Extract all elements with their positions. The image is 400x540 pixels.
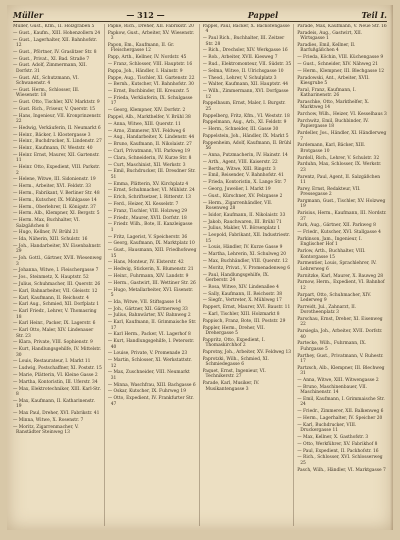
directory-entry: Pappritz, Otto, Expedient, I. Thomaskirchhof 2 (202, 337, 265, 349)
directory-entry: — Georg, Kaufmann, IX. Marktplatz 10 (107, 241, 195, 247)
directory-entry: Paquet, Ernst, Ingenieur, VI. Technikerstr. 27 (202, 368, 266, 380)
directory-page (7, 5, 393, 530)
directory-entry: — Gust. Alf., Schutzmann, VI. Schwanenstr. 4 (13, 75, 79, 86)
directory-entry: — Anna, Putzmacherin, IV. Hainstr. 14 (202, 152, 288, 158)
directory-entry: — Rich., Drechsler, XIV. Werkgasse 16 (202, 48, 288, 54)
directory-entry: Paral, Franz, Kaufmann, I. Katharinenstr. 26 (297, 87, 356, 99)
directory-entry: — Georg, Klempner, XIV. Dorfstr. 2 (107, 108, 186, 114)
directory-entry: — Max, Buchhändler, VIII. Querstr. 12 (202, 258, 288, 264)
directory-entry: — Herm., Oberlehrer, II. Königstr. 37 (13, 204, 96, 210)
directory-entry: — Fritz, Lagerist, V. Speicherstr. 36 (107, 234, 188, 240)
directory-entry: — Hedwig, Stickerin, X. Blumenstr. 21 (107, 267, 194, 273)
directory-entry: Parmentier, Louis, Sprachlehrer, IV. Lehrerweg 6 (297, 261, 377, 272)
directory-entry: — Ernst, Buchbinder, III. Kreuzstr. 5 (107, 89, 190, 95)
directory-entry: — Clara, Schneiderin, IV. Kurze Str. 8 (107, 155, 192, 161)
directory-entry: — Bernh., Kutscher, VI. Bahnhofstr. 30 (107, 82, 194, 88)
directory-entry: — Friedr. Wilh., Bote, II. Kanzleigasse 1 (107, 222, 193, 233)
directory-entry: — Bruno, Maschinenbauer, VII. Maschinenstr. 14 (297, 384, 368, 396)
directory-entry: — Franz, Schlosser, VIII. Hauptstr. 16 (107, 62, 193, 67)
directory-entry: Pappelmann, Aug., Arb., XI. Feldstr. 9 (202, 120, 287, 126)
directory-entry: — Hans, Monteur, IV. Elsterstr. 42 (107, 260, 184, 266)
directory-entry: Parlow, Arth., Buchhalter, VIII. Kontorgasse 15 (297, 249, 366, 260)
directory-entry: Pappel, Paul, Bäcker, X. Backofengasse 4 (202, 24, 290, 35)
directory-entry: — Max, Elektrotechniker, XIII. Karl-Str. 8 (13, 386, 101, 397)
directory-entry: — Herm., Lagerhalter, IV. Speicher 20 (297, 416, 383, 422)
directory-entry: — Julius, Makler, VI. Börsenplatz 1 (202, 226, 281, 232)
directory-entry: Parade, Max, Kaufmann, V. Neue Str. 16 (297, 24, 387, 29)
directory-entry: — Rich., Schlosser, XVI. Schlosserweg 25 (297, 455, 383, 466)
directory-entry: — Ernst, Schuhmacher, VI. Mühlstr. 24 (107, 188, 195, 194)
page-header (13, 8, 387, 22)
directory-entry: Pappelbaum, Ernst, Maler, I. Burgstr. 25 (202, 101, 286, 112)
directory-entry: — Moritz, Privat., V. Promenadenweg 6 (202, 265, 290, 271)
directory-entry: — Emil, Kaufmann, I. Grimmaische Str. 24 (297, 397, 385, 408)
directory-entry: — Emma, Plätterin, XV. Kirchplatz 4 (107, 181, 189, 187)
directory-entry: — Karl Otto, Maler, XIV. Lindenauer Str. 23 (13, 328, 94, 339)
directory-entry: Parade, Karl, Musiker, IV. Musikantengasse 3 (202, 381, 260, 392)
directory-entry: Parsiegla, Joh., Arbeiter, XVII. Dorfstr. 40 (297, 329, 383, 340)
directory-entry: — Hans, Ingenieur, VII. Kronprinzenstr. 22 (13, 113, 102, 124)
directory-entry: — Hugo, Metallarbeiter, XVI. Eisenstr. 5 (107, 287, 194, 298)
directory-entry: Parey, Ernst, Redakteur, VII. Pressegasse 2 (297, 186, 361, 198)
directory-entry: — Louis, Händler, IV. Kurze Gasse 9 (202, 245, 283, 251)
directory-entry: — Martha, Lehrerin, XI. Schulweg 20 (202, 252, 286, 258)
directory-entry: — Jakob, Rauchwaren, III. Brühl 71 (202, 219, 282, 225)
directory-entry: — Gust. Rich., Friseur, V. Querstr. 15 (13, 106, 96, 112)
directory-entry: Pappel, Alb., Markthelfer, V. Brühl 38 (107, 114, 191, 120)
directory-entry: Parchow, Wilh., Heizer, VI. Kesselhaus 3 (297, 112, 387, 118)
directory-entry: Pasch, Wilh., Händler, VI. Marktgasse 7 (297, 467, 386, 473)
directory-entry: — Otto, Werkführer, XV. Fabrikhof 8 (297, 441, 378, 447)
directory-entry: Pappelstein, Joh., Händler, IX. Markt 5 (202, 133, 289, 139)
directory-entry: Paradies, Emil, Kellner, II. Barfußgäßchen 4 (297, 43, 356, 54)
directory-entry: — Theod., Lehrer, V. Schulplatz 3 (202, 75, 277, 81)
directory-entry: Parkinson, Jam., Ingenieur, I. Englischer Hof 1 (297, 237, 363, 248)
directory-entry: — Carl, Privatmann, VII. Parkweg 19 (107, 148, 191, 154)
directory-entry: Parisius, Herm., Kaufmann, III. Nordstr. 37 (297, 211, 387, 222)
directory-entry: — Sally, Kaufmann, II. Reichsstr. 38 (202, 291, 283, 297)
directory-entry: Papke, Rich., Dreher, XII. Fabrikstr. 20 (107, 24, 194, 29)
directory-entry: — Moritz, Zigarrenmacher, V. Ranstädter Steinweg 13 (13, 424, 79, 435)
directory-entry: Parduhn, Max, Schlosser, IX. Werkstr. 23 (297, 162, 382, 173)
directory-entry: — Oskar, Kutscher, IX. Fuhrweg 19 (107, 389, 186, 395)
directory-entry: — Hedwig, Verkäuferin, II. Neumarkt 6 (13, 125, 101, 131)
directory-entry: — Klara, Private, VIII. Sophienstr. 9 (13, 340, 93, 346)
directory-entry: — Joh., Handarbeiter, XV. Eisenbahnstr. 29 (13, 243, 102, 255)
directory-entry: — Max Paul, Dreher, XVI. Fabrikstr. 41 (13, 410, 100, 416)
header-part: Teil I. (361, 9, 387, 20)
directory-entry: — Herm., Fabrikant, V. Berliner Str. 48 (13, 190, 100, 196)
directory-entry: Parreidt, Jul., Zahnarzt, II. Dorotheenplatz 3 (297, 304, 357, 316)
directory-entry: — Emil, Buchdrucker, III. Dresdner Str. 51 (107, 169, 196, 180)
directory-entry: — Karl, Buchdrucker, VIII. Druckergasse 11 (297, 422, 357, 434)
directory-entry: — Karl Herm., Packer, VI. Lagerhof 8 (107, 332, 191, 338)
directory-entry: — Gust. Otto, Tischler, XIV. Marktstr. 9 (13, 100, 100, 105)
directory-entry: — Martha, Kontoristin, III. Uferstr. 34 (13, 379, 98, 385)
directory-entry: — Kurt, Handlungsgehilfe, IV. Mittelstr. 30 (13, 347, 102, 358)
directory-entry: — Isidor, Kaufmann, II. Nikolaistr. 33 (202, 212, 286, 218)
directory-entry: — Max, Zuschneider, VIII. Neumarkt 31 (107, 370, 190, 381)
directory-entry: Pappert, Ernst, Maurer, XVI. Baustr. 11 (202, 305, 291, 311)
header-left-name: Müller (13, 9, 44, 20)
directory-entry: Pappler, Herm., Dreher, VII. Drehergasse 5 (202, 325, 265, 336)
directory-entry: — Erich, Schriftsetzer, I. Ritterstr. 13 (107, 195, 191, 201)
directory-entry: — Herm., Gastwirt, III. Wettiner Str. 26 (107, 280, 196, 286)
directory-entry: — Heinr., Buchdrucker, X. Lindenstr. 27 (13, 139, 102, 145)
column-3 (203, 24, 295, 526)
directory-entry: — Karl Aug., Schmied, XII. Dorfplatz 1 (13, 302, 100, 308)
directory-entry: — Gust. Adolf, Zimmermann, XII. Dorfstr. 31 (13, 63, 87, 74)
directory-entry: — Ida, Näherin, XIII. Schulstr. 16 (13, 237, 88, 243)
directory-entry: Park, Aug., Gärtner, XII. Parkweg 8 (297, 223, 376, 229)
directory-entry: — Karl, Tischler, XIII. Holzmarkt 8 (202, 311, 280, 317)
directory-entry: — Paul, Handlungsgehilfe, IX. Gerberstr. 24 (202, 272, 270, 283)
directory-entry: — Johanna, Witwe, I. Fleischergasse 7 (13, 268, 99, 274)
directory-entry: — Julius, Schuhmacher, III. Querstr. 26 (13, 281, 101, 287)
directory-entry: — Gust., Privat., XI. Bad. Straße 7 (13, 56, 90, 62)
directory-entry: — Herm., Arbeiter, XVI. Feldstr. 33 (13, 184, 91, 190)
directory-entry: — Minna, Witwe, X. Rosenstr. 7 (13, 417, 84, 423)
directory-entry: — Rud., Elektromonteur, VII. Südstr. 35 (202, 62, 292, 67)
directory-entry: — Gust., Pförtner, IV. Graslitzer Str. 8 (13, 49, 97, 55)
directory-entry: Pappa, Joh., Händler, I. Hainstr. 9 (107, 68, 183, 74)
directory-entry: — Paul, Expedient, II. Packhofstr. 16 (297, 448, 379, 454)
directory-entry: — Louise, Private, V. Promenade 23 (107, 351, 188, 357)
directory-entry: — Selma, Witwe, II. Ulrichsgasse 10 (202, 68, 284, 74)
directory-entry: Parchwitz, Emil, Buchbinder, IV. Papiergasse 18 (297, 119, 369, 130)
directory-entry: — Gust., Hausmann, XIII. Friedhofsweg 15 (107, 248, 197, 259)
directory-entry: Parnitzke, Karl, Maurer, X. Bauweg 28 (297, 273, 384, 279)
directory-entry: Partzsch, Alb., Klempner, III. Blechweg 31 (297, 365, 385, 377)
directory-entry: — Aug., Handarbeiter, X. Lindenstr. 44 (107, 135, 195, 141)
directory-entry: Papp, Arth., Kellner, IV. Nordstr. 45 (107, 55, 187, 61)
directory-entry: — Friedr., Zimmerer, XII. Balkenweg 6 (297, 409, 384, 415)
directory-entry: Pargmann, Gust., Tischler, XV. Holzweg 19 (297, 199, 386, 210)
directory-entry: — Siegfr., Vertreter, X. Mühlweg 17 (202, 298, 282, 304)
directory-entry: — Herm., Kutscher, IX. Mühlgasse 14 (13, 197, 97, 203)
directory-entry: Pappenheim, Adolf, Kaufmann, II. Brühl 56 (202, 140, 292, 152)
directory-entry: Pappisch, Franz, Bote, III. Poststr. 29 (202, 318, 286, 324)
directory-entry: — Julius, Bahnwärter, XV. Bahnweg 2 (107, 313, 191, 319)
directory-entry: — Gust., Lagerhalter, XII. Bahnhofstr. 12 (13, 37, 97, 48)
directory-entry: — Walter, Kaufmann, XII. Hauptstr. 44 (202, 82, 289, 88)
directory-entry: Parentz, Paul, Agent, II. Salzgäßchen 11 (297, 174, 381, 186)
directory-entry: — Anna, Witwe, XIII. Querstr. 11 (107, 121, 181, 127)
directory-entry: — Arno, Zimmerer, XVI. Feldweg 6 (107, 128, 186, 134)
directory-entry: Partecke, Wilh., Fuhrmann, IX. Fuhrgasse 5 (297, 341, 367, 352)
directory-entry: Parpart, Otto, Schuhmacher, XIV. Lederweg 9 (297, 292, 372, 304)
directory-entry: — Frieda, Kontoristin, X. Lange Str. 7 (202, 180, 287, 186)
directory-entry: — Heinr., Bäcker, I. Klostergasse 3 (13, 132, 91, 138)
directory-entry: — Georg, Juwelier, I. Markt 19 (202, 186, 271, 192)
directory-entry: Parnow, Herm., Expedient, VI. Bahnhof 12 (297, 280, 385, 291)
directory-entry: — Leopold, Fabrikant, XII. Industriestr. 15 (202, 233, 290, 244)
directory-entry: Pardemann, Karl, Bäcker, XIII. Brotgasse 10 (297, 143, 366, 154)
directory-entry: — Friedr., Kutscher, XVI. Stallgasse 4 (297, 230, 381, 236)
directory-columns (13, 24, 389, 526)
directory-entry: — Gust. Herm., Schlosser, III. Wiesenstr. 18 (13, 87, 80, 99)
directory-entry: — Ferd., Heizer, XI. Kesselstr. 7 (107, 201, 179, 207)
directory-entry: Papkow, Gust., Arbeiter, XV. Wiesenstr. 3 (107, 30, 195, 42)
directory-entry: Paradowski, Ant., Arbeiter, XVII. Kiesgrube 5 (297, 75, 370, 86)
directory-entry: — Heinr., Kaufmann, IV. Weststr. 40 (13, 146, 93, 152)
directory-entry: — Anna, Witwe, XIII. Witwengasse 2 (297, 378, 379, 384)
directory-entry: Parthey, Gust., Privatmann, V. Ruhestr. 17 (297, 353, 384, 365)
directory-entry: Pappelberg, Fritz, Kfm., VI. Weststr. 18 (202, 113, 290, 119)
directory-entry: — Frieda, Verkäuferin, IX. Schulgasse 17 (107, 95, 193, 107)
directory-entry: — Gust., Kürschner, XV. Pelzgasse 2 (202, 193, 283, 199)
directory-entry: — Karl Heinr., Packer, IX. Lagerstr. 6 (13, 321, 96, 327)
directory-entry: — Jos., Steinmetz, X. Hauptstr. 52 (13, 275, 89, 281)
directory-entry: — Herm., Schneider, III. Gasse 30 (202, 127, 279, 133)
directory-entry: — Marie, Plätterin, VI. Kleine Gasse 2 (13, 372, 98, 378)
directory-entry: — Heinr. Ernst, Maurer, XII. Gartenstr. 11 (13, 152, 100, 164)
directory-entry: — Joh., Gärtner, XII. Gärtnerweg 33 (107, 306, 188, 312)
directory-entry: Paprotny, Joh., Arbeiter, XV. Feldweg 13 (202, 349, 292, 355)
directory-entry: — Max, Kaufmann, II. Katharinenstr. 19 (13, 398, 95, 410)
directory-entry: — Karl, Kaufmann, II. Grimmaische Str. 17 (107, 320, 197, 331)
directory-entry: — Rob., Arbeiter, XVII. Kiesweg 7 (202, 55, 278, 61)
column-2 (108, 24, 200, 526)
directory-entry: Papon, Em., Kaufmann, II. Gr. Fleischergasse 12 (107, 43, 175, 54)
column-1 (13, 24, 105, 526)
directory-entry: — Heinr. Otto, Expedient, VIII. Parkstr. 2 (13, 165, 101, 176)
directory-entry: — Ida, Witwe, VII. Stiftsgasse 14 (107, 299, 182, 305)
directory-entry: — Frieda, Köchin, VIII. Küchengasse 9 (297, 55, 384, 61)
directory-entry: — Curt, Maschinist, XII. Werkstr. 3 (107, 162, 186, 168)
directory-entry: — Heinr., Fuhrmann, XIV. Landstr. 9 (107, 273, 189, 279)
directory-entry: Pardeller, Jos., Händler, XI. Händlerweg 7 (297, 131, 387, 142)
directory-entry: — Franz, Tischler, VIII. Holzweg 29 (107, 208, 188, 214)
directory-entry: Paradeis, Aug., Gastwirt, XII. Wirtsgasse 1 (297, 30, 363, 42)
directory-entry: Pappe, Aug., Tischler, XI. Gartenstr. 22 (107, 75, 195, 81)
directory-entry: — Bruno, Kaufmann, II. Nikolaistr. 27 (107, 142, 192, 148)
directory-entry: — Martin, Schlosser, XI. Werkstattstr. 12 (107, 358, 192, 369)
directory-entry: — Rosa, Witwe, XIV. Lindenallee 4 (202, 284, 279, 290)
directory-entry: — Herm. Alb., Klempner, XI. Bergstr. 5 (13, 211, 100, 217)
directory-entry: Paprotzki, Wilh., Schmied, XI. Schmiedegasse 6 (202, 356, 269, 368)
directory-entry: Paraschke, Otto, Markthelfer, X. Marktweg 14 (297, 100, 370, 111)
directory-entry: — Max, Kellner, X. Gasthofstr. 3 (297, 435, 369, 441)
directory-entry: — Paul Rich., Buchhalter, III. Zeitzer Str. 28 (202, 36, 285, 47)
directory-entry: — Louis, Restaurateur, I. Markt 11 (13, 359, 91, 365)
directory-entry: — Gust., Schneider, XIV. Nähweg 21 (297, 62, 379, 67)
directory-entry: Parschau, Ernst, Dreher, XI. Eisenweg 22 (297, 317, 383, 328)
header-right-name: Pappel (247, 9, 279, 20)
directory-entry: — Ludwig, Postschaffner, XI. Poststr. 15 (13, 366, 102, 372)
directory-entry: — Arth., Agent, VIII. Kaiserstr. 22 (202, 159, 278, 165)
directory-entry: — Kurt, Handlungsgehilfe, I. Petersstr. 40 (107, 339, 195, 350)
directory-entry: — Minna, Waschfrau, XIII. Bachgasse 6 (107, 382, 196, 388)
directory-entry: Pardoll, Rich., Lehrer, V. Schulstr. 32 (297, 155, 380, 161)
directory-entry: — Otto, Expedient, IV. Frankfurter Str. 47 (107, 396, 194, 407)
directory-entry: — Wilh., Zimmermann, XVI. Dorfgasse 12 (202, 89, 289, 100)
directory-entry: — Herm. Max, Buchhalter, VI. Salzgäßchen 8 (13, 218, 80, 229)
directory-entry: — Gust., Kaufm., XIII. Hohenzollern 24 (13, 30, 101, 36)
directory-entry: — Emil, Reisender, V. Bahnhofstr. 41 (202, 173, 284, 179)
directory-entry: — Herm., Zigarrenhändler, VII. Rosenweg 28 (202, 200, 273, 211)
directory-entry: — Herm., Klempner, III. Blechgasse 12 (297, 68, 385, 74)
column-4 (297, 24, 389, 526)
directory-entry: — Karl, Kaufmann, II. Reichsstr. 4 (13, 295, 89, 301)
directory-entry: Müller, Gust., Kfm., II. Holzgraben 5 (13, 24, 95, 29)
directory-entry: — Friedr., Maurer, XVII. Dorfstr. 18 (107, 215, 187, 221)
directory-entry: — Bertha, Witwe, XIII. Ringstr. 3 (202, 166, 276, 172)
directory-entry: — Hugo, Kellner, IV. Brühl 21 (13, 230, 79, 236)
directory-entry: — Karl Friedr., Lehrer, V. Thomasring 18 (13, 309, 97, 320)
directory-entry: — Joh. Gottl., Gärtner, XVII. Wiesenweg 3 (13, 256, 102, 267)
page-number: — 312 — (126, 9, 165, 20)
directory-entry: — Helene, Witwe, III. Sidonienstr. 19 (13, 177, 96, 183)
directory-entry: — Karl, Bahnarbeiter, VII. Gleisstr. 12 (13, 288, 98, 294)
page-edge-shadow (390, 5, 393, 530)
